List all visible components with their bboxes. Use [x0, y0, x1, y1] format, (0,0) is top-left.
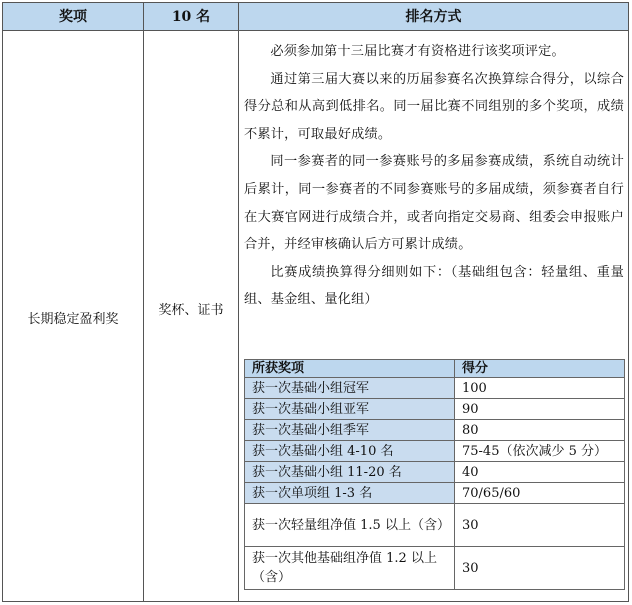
score-head-award: 所获奖项: [245, 360, 455, 378]
row-score: 75-45（依次减少 5 分）: [455, 441, 625, 462]
table-row: [245, 378, 625, 399]
row-award: 获一次单项组 1-3 名: [245, 483, 455, 504]
row-award: 获一次其他基础组净值 1.2 以上（含）: [245, 547, 455, 590]
header-ranking-method: 排名方式: [239, 3, 628, 31]
award-name: 长期稳定盈利奖: [27, 312, 119, 327]
row-score: 80: [455, 420, 625, 441]
header-award: 奖项: [3, 3, 143, 31]
rule-paragraph: 比赛成绩换算得分细则如下：（基础组包含：轻量组、重量组、基金组、量化组）: [244, 264, 624, 308]
score-table-header: [245, 360, 625, 378]
rule-paragraph: 通过第三届大赛以来的历届参赛名次换算综合得分，以综合得分总和从高到低排名。同一届比赛不同组别的多个奖项，成绩不累计，可取最好成绩。: [244, 71, 624, 142]
header-count: 10 名: [144, 3, 238, 31]
rules-text: [244, 38, 624, 314]
row-score: 70/65/60: [455, 483, 625, 504]
row-award: 获一次轻量组净值 1.5 以上（含）: [245, 504, 455, 547]
row-award: 获一次基础小组 4-10 名: [245, 441, 455, 462]
table-row: [245, 462, 625, 483]
table-row: [245, 504, 625, 547]
table-row: [245, 441, 625, 462]
row-score: 100: [455, 378, 625, 399]
table-row: [245, 420, 625, 441]
row-award: 获一次基础小组冠军: [245, 378, 455, 399]
award-prize: 奖杯、证书: [158, 303, 224, 318]
row-award: 获一次基础小组亚军: [245, 399, 455, 420]
row-award: 获一次基础小组季军: [245, 420, 455, 441]
row-award: 获一次基础小组 11-20 名: [245, 462, 455, 483]
column-divider: [238, 3, 239, 601]
score-conversion-table: [244, 359, 625, 590]
row-score: 30: [455, 547, 625, 590]
row-score: 90: [455, 399, 625, 420]
row-score: 40: [455, 462, 625, 483]
rule-paragraph: 必须参加第十三届比赛才有资格进行该奖项评定。: [270, 44, 565, 59]
rule-paragraph: 同一参赛者的同一参赛账号的多届参赛成绩，系统自动统计后累计，同一参赛者的不同参赛账号的多届成绩，须参赛者自行在大赛官网进行成绩合并，或者向指定交易商、组委会申报账户合并，并经审核确认后方可累计成绩。: [244, 154, 624, 253]
award-rules-table: [2, 2, 629, 602]
table-row: [245, 547, 625, 590]
table-row: [245, 399, 625, 420]
table-row: [245, 483, 625, 504]
score-head-score: 得分: [455, 360, 625, 378]
row-score: 30: [455, 504, 625, 547]
